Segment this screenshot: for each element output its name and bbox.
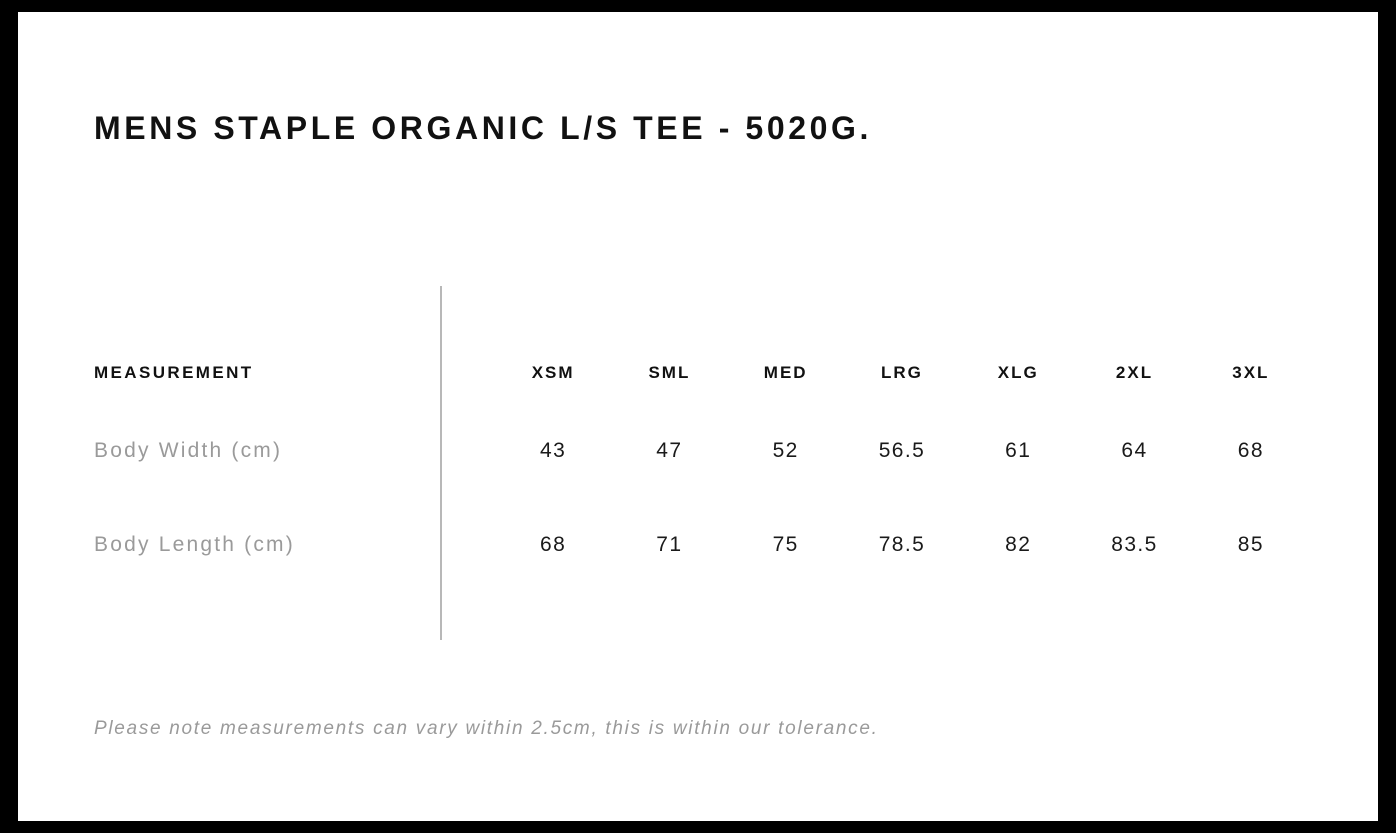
cell-body-width-med: 52 [772,439,799,462]
row-spacer [440,404,495,498]
table-header-row [94,342,1309,404]
cell-body-width-xsm: 43 [540,439,567,462]
size-chart-sheet [18,12,1378,821]
cell-body-length-2xl: 83.5 [1111,533,1158,556]
column-header-lrg: LRG [881,363,923,382]
column-header-xsm: XSM [531,363,575,382]
column-header-2xl: 2XL [1115,363,1154,382]
column-header-med: MED [763,363,808,382]
header-spacer [440,342,495,404]
cell-body-length-3xl: 85 [1237,533,1264,556]
column-header-measurement: MEASUREMENT [94,363,254,382]
cell-body-length-sml: 71 [656,533,683,556]
column-header-3xl: 3XL [1232,363,1270,382]
row-spacer [440,498,495,592]
cell-body-width-3xl: 68 [1237,439,1264,462]
row-label-body-width: Body Width (cm) [94,439,283,462]
cell-body-length-xsm: 68 [540,533,567,556]
cell-body-width-sml: 47 [656,439,683,462]
cell-body-width-xlg: 61 [1005,439,1032,462]
cell-body-length-med: 75 [772,533,799,556]
cell-body-length-lrg: 78.5 [878,533,926,556]
cell-body-width-lrg: 56.5 [878,439,926,462]
row-label-body-length: Body Length (cm) [94,533,295,556]
cell-body-width-2xl: 64 [1121,439,1148,462]
tolerance-note: Please note measurements can vary within 2.5cm, this is within our tolerance. [94,718,879,739]
column-header-sml: SML [648,363,691,382]
table-row [94,404,1309,498]
column-header-xlg: XLG [997,363,1039,382]
page-title: MENS STAPLE ORGANIC L/S TEE - 5020G. [94,110,873,146]
size-chart-table [94,342,1309,592]
cell-body-length-xlg: 82 [1005,533,1032,556]
table-row [94,498,1309,592]
